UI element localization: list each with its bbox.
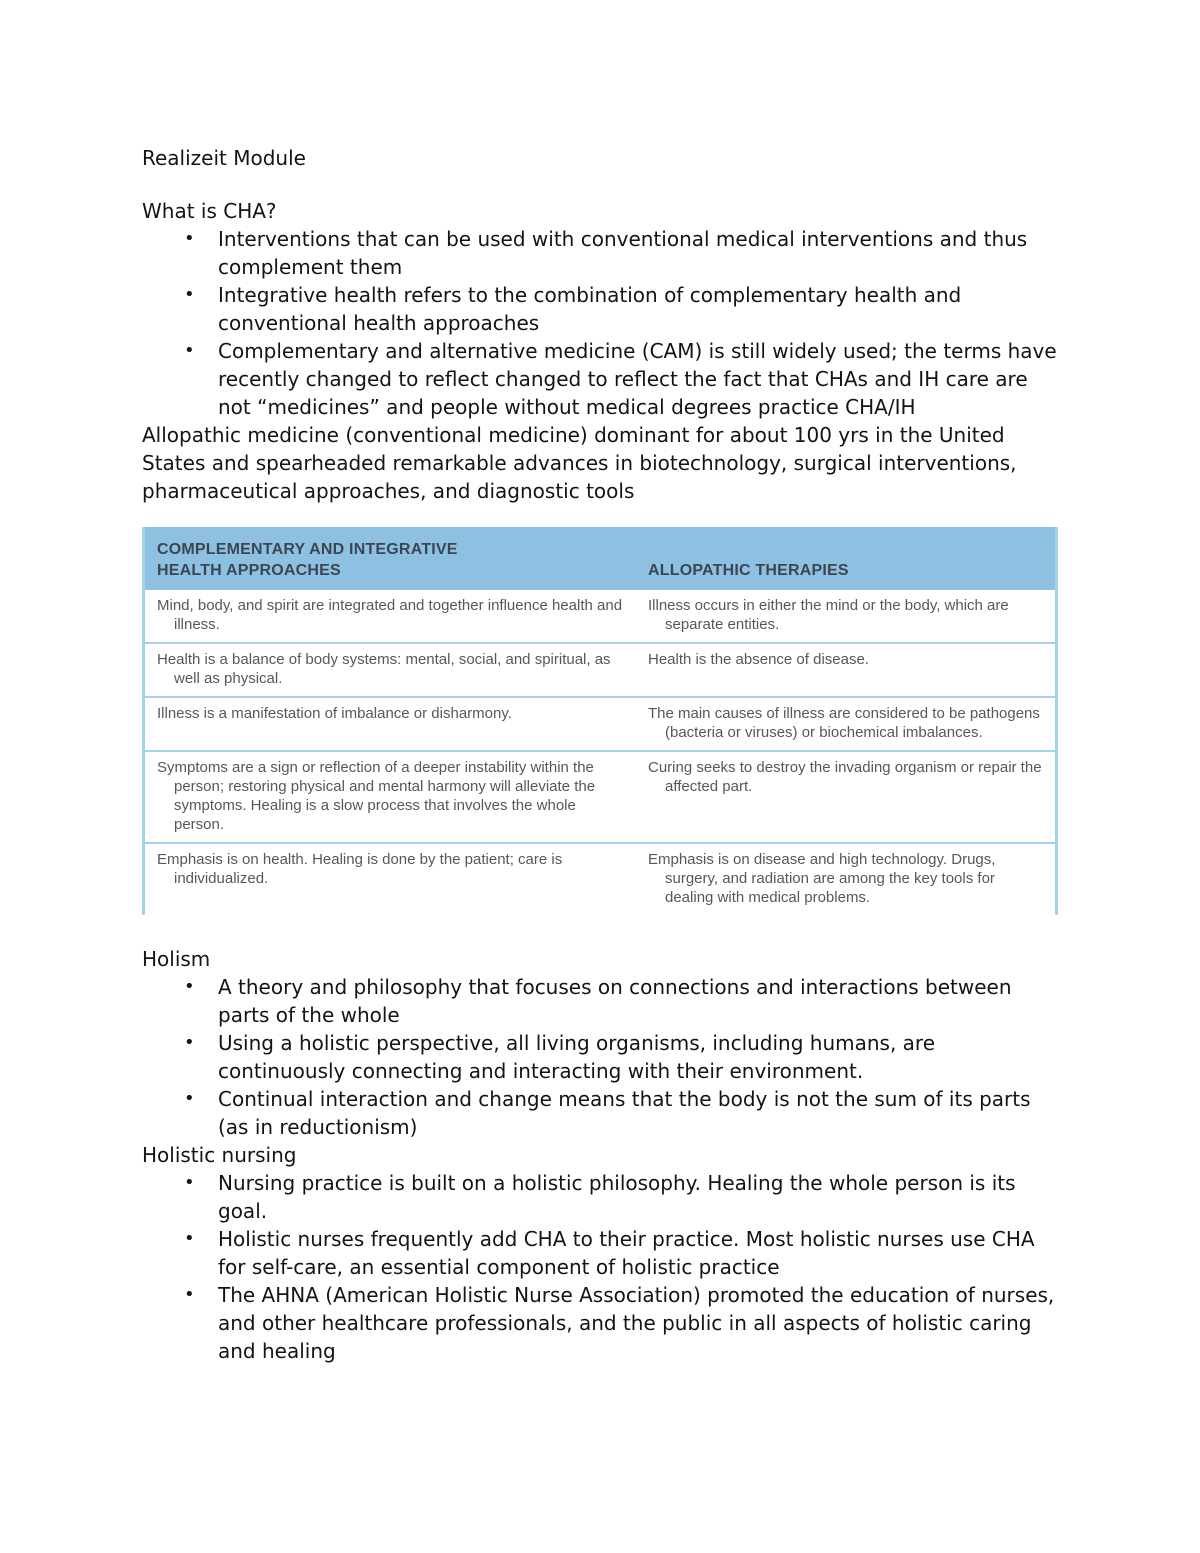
allopathic-paragraph: Allopathic medicine (conventional medicine) dominant for about 100 yrs in the United States and spearheaded remarkable advances in biotechnology, surgical interventions, pharmaceutical approaches, and diagnostic tools [142, 423, 1017, 503]
table-cell [144, 697, 637, 751]
table-cell-text: Illness is a manifestation of imbalance or disharmony. [157, 705, 512, 722]
table-header-complementary [144, 527, 637, 590]
table-cell-text: Emphasis is on disease and high technology. Drugs, surgery, and radiation are among the key tools for dealing with medical problems. [648, 851, 996, 906]
table-header-row [144, 527, 1057, 590]
table-row [144, 843, 1057, 915]
comparison-table [142, 527, 1058, 915]
list-item: • The AHNA (American Holistic Nurse Association) promoted the education of nurses, and other healthcare professionals, and the public in all aspects of holistic caring and healing [218, 1281, 1058, 1365]
table-header-label: COMPLEMENTARY AND INTEGRATIVE HEALTH APPROACHES [157, 541, 458, 579]
table-cell-text: Health is the absence of disease. [648, 651, 869, 668]
table-row [144, 643, 1057, 697]
table-row [144, 697, 1057, 751]
table-cell [144, 643, 637, 697]
table-cell-text: Illness occurs in either the mind or the body, which are separate entities. [648, 597, 1009, 633]
table-cell-text: Mind, body, and spirit are integrated and together influence health and illness. [157, 597, 623, 633]
heading-holistic-nursing: Holistic nursing [142, 1143, 297, 1167]
table-cell [144, 843, 637, 915]
table-cell [144, 751, 637, 843]
table-cell-text: Curing seeks to destroy the invading organism or repair the affected part. [648, 759, 1042, 795]
table-row [144, 590, 1057, 643]
page-title: Realizeit Module [142, 146, 306, 170]
heading-holism: Holism [142, 947, 211, 971]
list-item: • Interventions that can be used with conventional medical interventions and thus complement them [218, 225, 1058, 281]
table-header-label: ALLOPATHIC THERAPIES [648, 562, 849, 579]
table-cell [144, 590, 637, 643]
table-cell-text: Symptoms are a sign or reflection of a deeper instability within the person; restoring physical and mental harmony will alleviate the symptoms. Healing is a slow process that involves the whole person. [157, 759, 596, 833]
list-item: • A theory and philosophy that focuses on connections and interactions between parts of the whole [218, 973, 1058, 1029]
table-cell-text: Emphasis is on health. Healing is done by the patient; care is individualized. [157, 851, 563, 887]
holism-list [142, 973, 1058, 1141]
table-cell [636, 843, 1057, 915]
list-item: • Continual interaction and change means that the body is not the sum of its parts (as in reductionism) [218, 1085, 1058, 1141]
list-item: • Nursing practice is built on a holistic philosophy. Healing the whole person is its goal. [218, 1169, 1058, 1225]
table-cell-text: Health is a balance of body systems: mental, social, and spiritual, as well as physical. [157, 651, 611, 687]
table-cell-text: The main causes of illness are considered to be pathogens (bacteria or viruses) or biochemical imbalances. [648, 705, 1040, 741]
table-cell [636, 697, 1057, 751]
heading-what-is-cha: What is CHA? [142, 199, 277, 223]
what-is-cha-list [142, 225, 1058, 421]
table-cell [636, 590, 1057, 643]
table-row [144, 751, 1057, 843]
list-item: • Holistic nurses frequently add CHA to their practice. Most holistic nurses use CHA for self-care, an essential component of holistic practice [218, 1225, 1058, 1281]
document-content [142, 144, 1058, 1365]
list-item: • Integrative health refers to the combination of complementary health and conventional health approaches [218, 281, 1058, 337]
table-cell [636, 643, 1057, 697]
list-item: • Complementary and alternative medicine (CAM) is still widely used; the terms have recently changed to reflect changed to reflect the fact that CHAs and IH care are not “medicines” and people without medical degrees practice CHA/IH [218, 337, 1058, 421]
holistic-nursing-list [142, 1169, 1058, 1365]
table-header-allopathic [636, 527, 1057, 590]
list-item: • Using a holistic perspective, all living organisms, including humans, are continuously connecting and interacting with their environment. [218, 1029, 1058, 1085]
table-cell [636, 751, 1057, 843]
